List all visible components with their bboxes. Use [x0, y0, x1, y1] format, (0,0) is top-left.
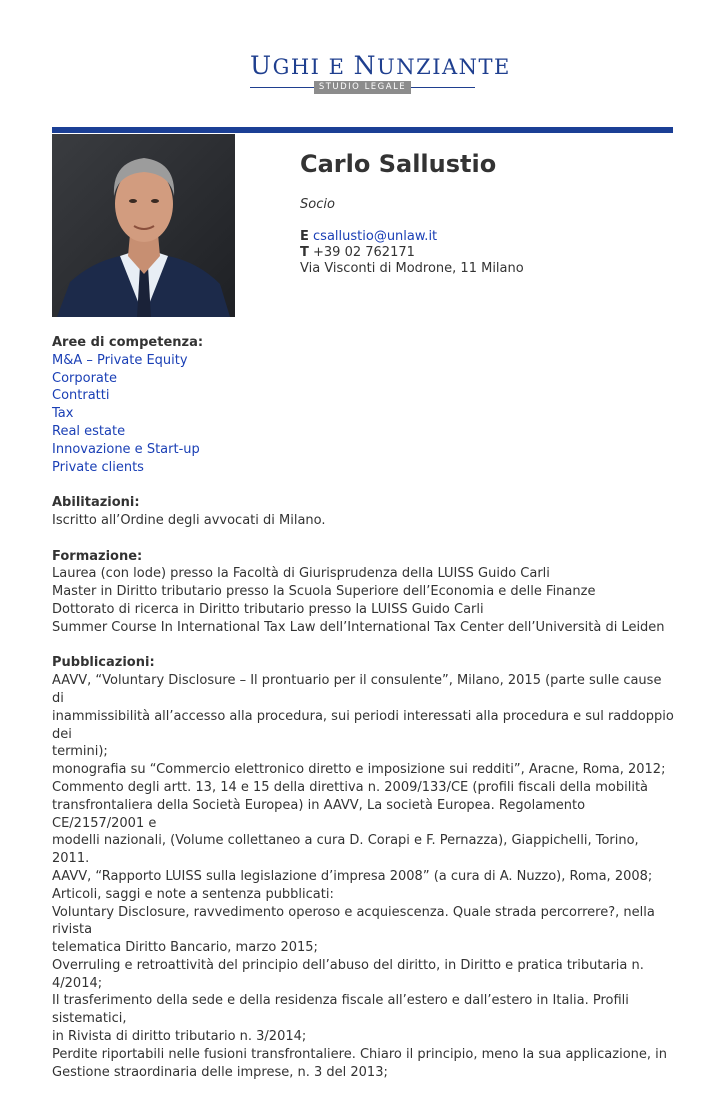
profile-photo — [52, 134, 235, 317]
abilitazione-item: Iscritto all’Ordine degli avvocati di Milano. — [52, 512, 326, 528]
pubblicazione-line: AAVV, “Rapporto LUISS sulla legislazione d’impresa 2008” (a cura di A. Nuzzo), Roma, 2008; — [52, 868, 653, 884]
competenza-link[interactable]: Corporate — [52, 370, 117, 386]
pubblicazione-line: telematica Diritto Bancario, marzo 2015; — [52, 940, 318, 956]
pubblicazione-line: Perdite riportabili nelle fusioni transfrontaliere. Chiaro il principio, meno la sua applicazione, in — [52, 1046, 667, 1062]
competenza-link[interactable]: Tax — [52, 406, 74, 422]
formazione-section — [52, 548, 677, 637]
competenza-link[interactable]: Private clients — [52, 459, 144, 475]
email-row — [300, 229, 524, 245]
header-divider-bar — [52, 127, 673, 133]
office-address: Via Visconti di Modrone, 11 Milano — [300, 261, 524, 276]
firm-logo-subtitle-row — [250, 81, 475, 94]
abilitazioni-section — [52, 494, 677, 530]
contact-block — [300, 229, 524, 277]
competenza-link[interactable]: Innovazione e Start-up — [52, 441, 200, 457]
formazione-title: Formazione: — [52, 548, 143, 564]
logo-rule-right — [411, 87, 475, 88]
formazione-item: Summer Course In International Tax Law dell’International Tax Center dell’Università di Leiden — [52, 619, 665, 635]
formazione-item: Laurea (con lode) presso la Facoltà di Giurisprudenza della LUISS Guido Carli — [52, 566, 550, 582]
firm-logo — [250, 51, 511, 94]
pubblicazione-line: Gestione straordinaria delle imprese, n. 3 del 2013; — [52, 1064, 388, 1080]
logo-rule-left — [250, 87, 314, 88]
phone-label: T — [300, 245, 309, 260]
pubblicazione-line: monografia su “Commercio elettronico diretto e imposizione sui redditi”, Aracne, Roma, 2012; — [52, 762, 666, 778]
email-label: E — [300, 229, 309, 244]
firm-logo-name: UGHI E NUNZIANTE — [250, 51, 511, 80]
formazione-item: Master in Diritto tributario presso la Scuola Superiore dell’Economia e delle Finanze — [52, 584, 596, 600]
pubblicazione-line: termini); — [52, 744, 108, 760]
pubblicazione-line: inammissibilità all’accesso alla procedura, sui periodi interessati alla procedura e sul raddoppio dei — [52, 708, 674, 742]
pubblicazione-line: Voluntary Disclosure, ravvedimento operoso e acquiescenza. Quale strada percorrere?, nella rivista — [52, 904, 655, 938]
pubblicazione-line: in Rivista di diritto tributario n. 3/2014; — [52, 1029, 307, 1045]
person-name: Carlo Sallustio — [300, 150, 497, 178]
firm-logo-subtitle: STUDIO LEGALE — [314, 81, 411, 94]
pubblicazioni-section — [52, 654, 677, 1081]
competenza-link[interactable]: Real estate — [52, 423, 126, 439]
profile-details — [52, 334, 677, 1099]
pubblicazione-line: Articoli, saggi e note a sentenza pubblicati: — [52, 886, 334, 902]
email-link[interactable]: csallustio@unlaw.it — [313, 229, 438, 244]
pubblicazione-line: transfrontaliera della Società Europea) in AAVV, La società Europea. Regolamento CE/2157/2001 e — [52, 797, 586, 831]
competenza-link[interactable]: Contratti — [52, 388, 110, 404]
competenze-section — [52, 334, 677, 476]
formazione-item: Dottorato di ricerca in Diritto tributario presso la LUISS Guido Carli — [52, 601, 484, 617]
competenze-title: Aree di competenza: — [52, 335, 204, 350]
pubblicazione-line: Commento degli artt. 13, 14 e 15 della direttiva n. 2009/133/CE (profili fiscali della mobilità — [52, 779, 649, 795]
pubblicazione-line: modelli nazionali, (Volume collettaneo a cura D. Corapi e F. Pernazza), Giappichelli, Torino, 2011. — [52, 833, 639, 867]
pubblicazione-line: Il trasferimento della sede e della residenza fiscale all’estero e dall’estero in Italia. Profili sistematici, — [52, 993, 629, 1027]
competenza-link[interactable]: M&A – Private Equity — [52, 352, 188, 368]
pubblicazione-line: AAVV, “Voluntary Disclosure – Il prontuario per il consulente”, Milano, 2015 (parte sulle cause di — [52, 673, 662, 706]
person-role: Socio — [300, 197, 335, 212]
phone-row — [300, 245, 524, 261]
phone-number: +39 02 762171 — [313, 245, 415, 260]
pubblicazioni-title: Pubblicazioni: — [52, 655, 155, 671]
pubblicazione-line: Overruling e retroattività del principio dell’abuso del diritto, in Diritto e pratica tributaria n. 4/2014; — [52, 957, 644, 991]
abilitazioni-title: Abilitazioni: — [52, 495, 140, 511]
